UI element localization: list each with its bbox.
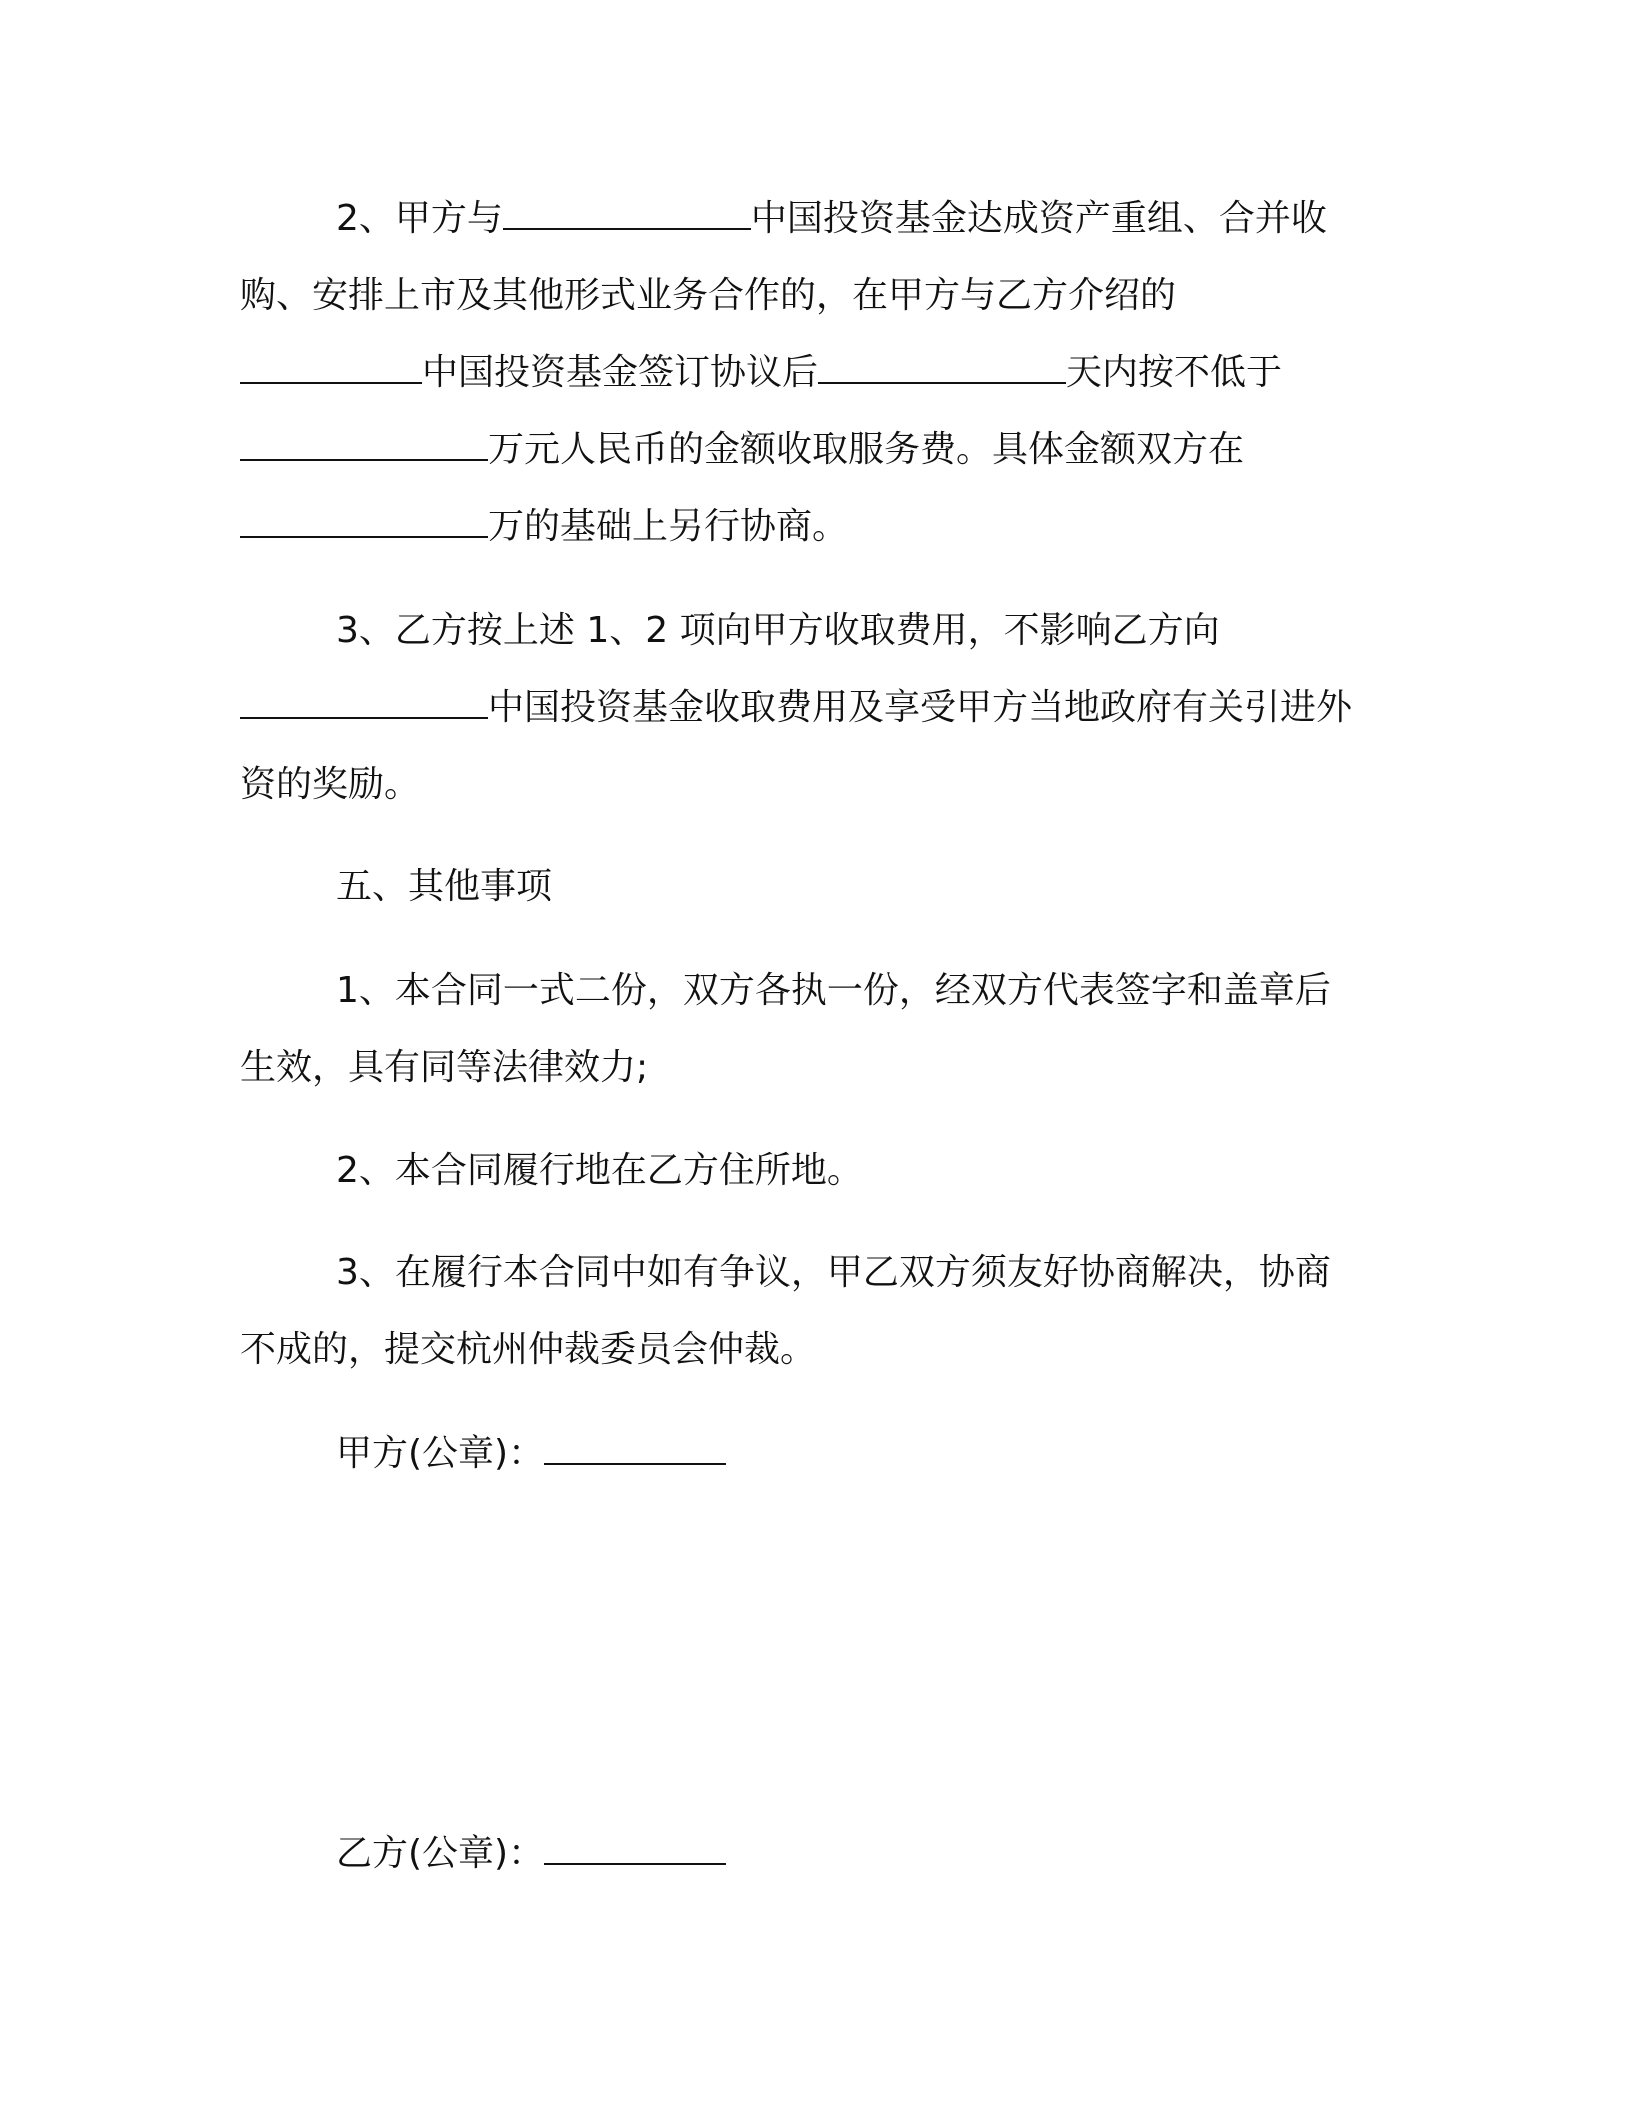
signature-blank xyxy=(544,1833,726,1865)
party-b-label: 乙方(公章)： xyxy=(336,1833,545,1874)
section-5-item-1 xyxy=(240,952,1440,1106)
clause-3 xyxy=(240,592,1440,823)
section-5-item-2: 2、本合同履行地在乙方住所地。 xyxy=(336,1150,863,1191)
clause-2-text-a: 2、甲方与 xyxy=(336,198,503,239)
clause-2-line-2: 购、安排上市及其他形式业务合作的，在甲方与乙方介绍的 xyxy=(240,275,1177,316)
clause-2-text-f: 万的基础上另行协商。 xyxy=(488,506,849,547)
fill-blank xyxy=(240,506,488,538)
clause-2 xyxy=(240,180,1440,565)
item-1-line-2: 生效，具有同等法律效力; xyxy=(240,1047,649,1088)
section-5-heading: 五、其他事项 xyxy=(336,866,553,907)
clause-2-text-b: 中国投资基金达成资产重组、合并收 xyxy=(750,198,1327,239)
party-b-signature xyxy=(336,1815,726,1892)
clause-3-text-b: 中国投资基金收取费用及享受甲方当地政府有关引进外 xyxy=(488,687,1353,728)
party-a-label: 甲方(公章)： xyxy=(336,1433,545,1474)
clause-3-line-1: 3、乙方按上述 1、2 项向甲方收取费用，不影响乙方向 xyxy=(336,610,1220,651)
fill-blank xyxy=(503,198,751,230)
item-3-line-2: 不成的，提交杭州仲裁委员会仲裁。 xyxy=(240,1329,817,1370)
clause-2-line-3 xyxy=(240,334,1440,411)
clause-2-line-1 xyxy=(240,180,1440,257)
clause-2-text-e: 万元人民币的金额收取服务费。具体金额双方在 xyxy=(488,429,1245,470)
fill-blank xyxy=(240,352,422,384)
fill-blank xyxy=(240,429,488,461)
section-5-item-3 xyxy=(240,1234,1440,1388)
clause-3-line-2 xyxy=(240,669,1440,746)
item-1-line-1: 1、本合同一式二份，双方各执一份，经双方代表签字和盖章后 xyxy=(336,970,1331,1011)
fill-blank xyxy=(818,352,1066,384)
clause-3-line-3: 资的奖励。 xyxy=(240,764,421,805)
item-3-line-1: 3、在履行本合同中如有争议，甲乙双方须友好协商解决，协商 xyxy=(336,1252,1331,1293)
clause-2-line-5 xyxy=(240,488,1440,565)
clause-2-line-4 xyxy=(240,411,1440,488)
signature-blank xyxy=(544,1433,726,1465)
fill-blank xyxy=(240,687,488,719)
clause-2-text-c: 中国投资基金签订协议后 xyxy=(422,352,819,393)
clause-2-text-d: 天内按不低于 xyxy=(1066,352,1283,393)
party-a-signature xyxy=(336,1415,726,1492)
